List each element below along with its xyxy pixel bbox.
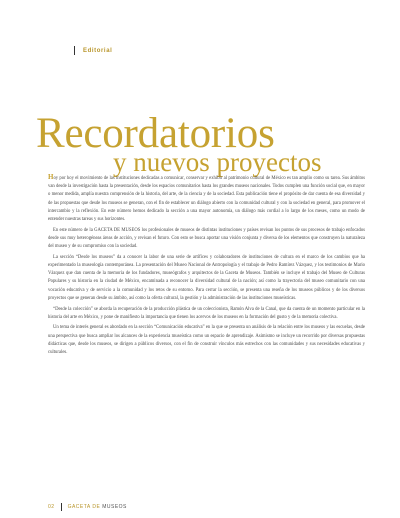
paragraph: “Desde la colección” se aborda la recuperación de la producción plástica de un coleccionista, Ramón Alva de la Canal, que da cuenta de un momento particular en la historia del arte en México, y pone de manifiesto la importancia que tienen los acervos de los museos en la formación del gusto y de la memoria colectiva.: [48, 306, 365, 320]
section-divider: [74, 46, 75, 55]
section-tag: [74, 46, 112, 55]
article-body: [48, 173, 365, 360]
drop-cap: H: [48, 173, 54, 181]
article-subtitle: y nuevos proyectos: [113, 147, 322, 177]
footer-divider: [61, 503, 62, 511]
magazine-name: MUSEOS: [102, 504, 127, 510]
page-footer: [48, 503, 127, 511]
paragraph: La sección “Desde los museos” da a conocer la labor de una serie de artífices y colaboradores de instituciones de cultura en el marco de los cambios que ha experimentado la museología contemporánea. La presentación del Museo Nacional de Antropología y el trabajo de Pedro Ramírez Vázquez, y los testimonios de Mario Vázquez que dan cuenta de la memoria de los fundadores, museógrafos y arquitectos de la Gaceta de Museos. También se incluye el trabajo del Museo de Culturas Populares y su historia en la ciudad de México, encaminada a reconocer la diversidad cultural de la nación; así como la trayectoria del museo comunitario con una vocación educativa y de servicio a la comunidad y los retos de su entorno. Para cerrar la sección, se presenta una reseña de los museos públicos y de los diversos proyectos que se generan desde su ámbito, así como la oferta cultural, la gestión y la administración de las instituciones museísticas.: [48, 254, 365, 301]
paragraph: En este número de la GACETA DE MUSEOS los profesionales de museos de distintas instituciones y países revisan los puntos de sus procesos de trabajo enfocados desde sus muy heterogéneas áreas de acción, y revisan el futuro. Con esto se busca aportar una visión conjunta y diversa de los elementos que construyen la naturaleza del museo y de su compromiso con la sociedad.: [48, 227, 365, 250]
magazine-prefix: GACETA DE: [67, 504, 101, 510]
paragraph: Un tema de interés general es abordado en la sección “Comunicación educativa” en la que se presenta un análisis de la relación entre los museos y las escuelas, desde una perspectiva que busca ampliar los alcances de la experiencia museística como un espacio de aprendizaje. Asimismo se incluye un recorrido por diversas propuestas didácticas que, desde los museos, se dirigen a públicos diversos, con el fin de construir vínculos más estrechos con las comunidades y sus necesidades educativas y culturales.: [48, 325, 365, 356]
paragraph-intro: Hoy por hoy el movimiento de las instituciones dedicadas a comunicar, conservar y exhibir al patrimonio cultural de México es tan amplio como su tarea. Sus ámbitos van desde la investigación hasta la presentación, desde los espacios comunitarios hasta los grandes museos nacionales. Todos cumplen una función social que, en mayor o menor medida, amplía nuestra comprensión de la historia, del arte, de la ciencia y de la sociedad. Esta publicación tiene el propósito de dar cuenta de esa diversidad y de las propuestas que desde los museos se generan, con el fin de establecer un diálogo abierto con la comunidad cultural y con la sociedad en general, para promover el intercambio y la reflexión. En este número hemos dedicado la sección a una mayor autonomía, un diálogo más cordial a lo largo de los meses, como un modo de entender nuestras tareas y sus horizontes.: [48, 173, 365, 223]
article-title: Recordatorios: [36, 110, 275, 157]
section-label: Editorial: [83, 47, 113, 54]
page-number: 02: [48, 504, 55, 510]
